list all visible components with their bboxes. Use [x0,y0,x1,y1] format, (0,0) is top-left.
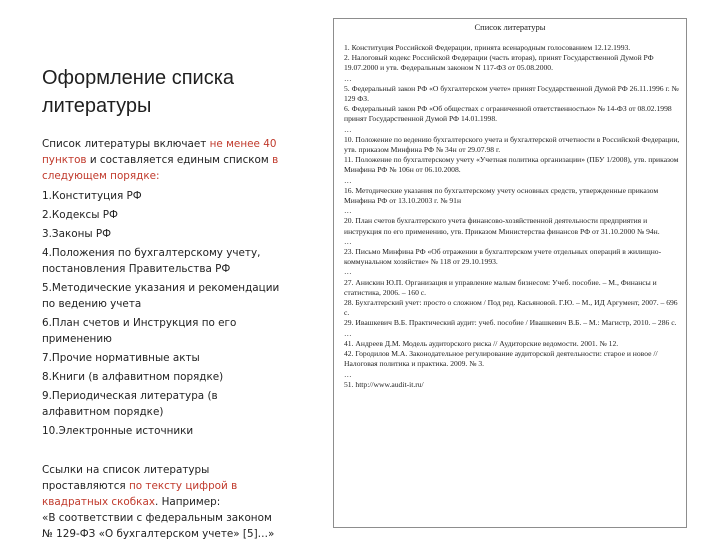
bibliography-entry: 11. Положение по бухгалтерскому учету «Учетная политика организации» (ПБУ 1/2008), утв. приказом Минфина РФ № 106н от 06.10.2008. [344,155,679,175]
bibliography-entry: 41. Андреев Д.М. Модель аудиторского риска // Аудиторские ведомости. 2001. № 12. [344,338,619,348]
bibliography-entry: 1. Конституция Российской Федерации, принята всенародным голосованием 12.12.1993. [344,43,631,52]
list-item: 7.Прочие нормативные акты [42,352,200,364]
bibliography-entry: 27. Анискин Ю.П. Организация и управление малым бизнесом: Учеб. пособие. – М., Финансы и статистика, 2006. – 160 с. [344,277,657,297]
bibliography-ellipsis: … [344,175,352,185]
list-item: 3.Законы РФ [42,228,112,240]
bibliography-entry: 5. Федеральный закон РФ «О бухгалтерском учете» принят Государственной Думой РФ 26.11.1996 г. № 129 ФЗ. [344,83,679,104]
bibliography-list [344,43,682,390]
order-list [42,188,282,439]
intro-paragraph [42,136,282,184]
bibliography-ellipsis: … [344,73,352,83]
list-item: 6.План счетов и Инструкция по его применению [42,317,237,345]
list-item: 8.Книги (в алфавитном порядке) [42,371,224,383]
citation-example: «В соответствии с федеральным законом № 129-ФЗ «О бухгалтерском учете» [5]…» [42,512,275,540]
left-body [42,136,282,542]
bibliography-ellipsis: … [344,236,352,246]
list-item: 1.Конституция РФ [42,190,142,202]
list-item: 5.Методические указания и рекомендации по ведению учета [42,282,280,310]
bibliography-entry: 51. http://www.audit-it.ru/ [344,379,424,389]
bibliography-entry: 29. Ивашкевич В.Б. Практический аудит: учеб. пособие / Ивашкевич В.Б. – М.: Магистр, 2010. – 286 с. [344,318,677,328]
bibliography-ellipsis: … [344,124,352,134]
intro-text-b: и составляется единым списком [86,154,273,166]
bibliography-entry: 6. Федеральный закон РФ «Об обществах с ограниченной ответственностью» № 14-ФЗ от 08.02.1998 принят Государственной Думой РФ 14.01.1998. [344,104,672,124]
bibliography-entry: 20. План счетов бухгалтерского учета финансово-хозяйственной деятельности предприятия и инструкция по его применению, утв. Приказом Министерства финансов РФ от 31.10.2000 № 94н. [344,216,660,236]
bibliography-entry: 23. Письмо Минфина РФ «Об отражении в бухгалтерском учете отдельных операций в жилищно-коммунальном хозяйстве» № 118 от 29.10.1993. [344,247,662,267]
slide-title: Оформление списка литературы [42,67,235,117]
citation-text-b: . Например: [154,496,221,508]
bibliography-entry: 2. Налоговый кодекс Российской Федерации (часть вторая), принят Государственной Думой РФ 19.07.2000 и утв. Федеральным законом N 117-ФЗ от 05.08.2000. [344,53,654,73]
document-title: Список литературы [474,22,546,32]
bibliography-ellipsis: … [344,369,352,379]
bibliography-ellipsis: … [344,267,352,277]
bibliography-document [333,18,687,528]
citation-rule-paragraph [42,462,282,510]
list-item: 10.Электронные источники [42,425,194,437]
bibliography-entry: 16. Методические указания по бухгалтерскому учету основных средств, утвержденные приказом Минфина РФ от 13.10.2003 г. № 91н [344,185,659,206]
bibliography-entry: 10. Положение по ведению бухгалтерского учета и бухгалтерской отчетности в Российской Федерации, утв. приказом Минфина РФ № 34н от 29.07.98 г. [344,134,680,155]
bibliography-entry: 42. Городилов М.А. Законодательное регулирование аудиторской деятельности: старое и новое // Налоговая политика и практика. 2009. № 3. [344,349,658,369]
list-item: 9.Периодическая литература (в алфавитном порядке) [42,390,218,418]
list-item: 4.Положения по бухгалтерскому учету, постановления Правительства РФ [42,247,261,275]
citation-text-a: Ссылки на список литературы проставляются [42,464,210,492]
bibliography-entry: 28. Бухгалтерский учет: просто о сложном / Под ред. Касьяновой. Г.Ю. – М., ИД Аргумент, 2007. – 696 с. [344,298,678,318]
citation-highlight: по тексту цифрой в квадратных скобках [42,480,238,508]
intro-text-a: Список литературы включает [42,138,210,150]
bibliography-ellipsis: … [344,328,352,338]
intro-highlight-order: в следующем порядке: [42,154,279,182]
list-item: 2.Кодексы РФ [42,209,118,221]
intro-highlight-count: не менее 40 пунктов [42,138,277,166]
bibliography-ellipsis: … [344,206,352,216]
